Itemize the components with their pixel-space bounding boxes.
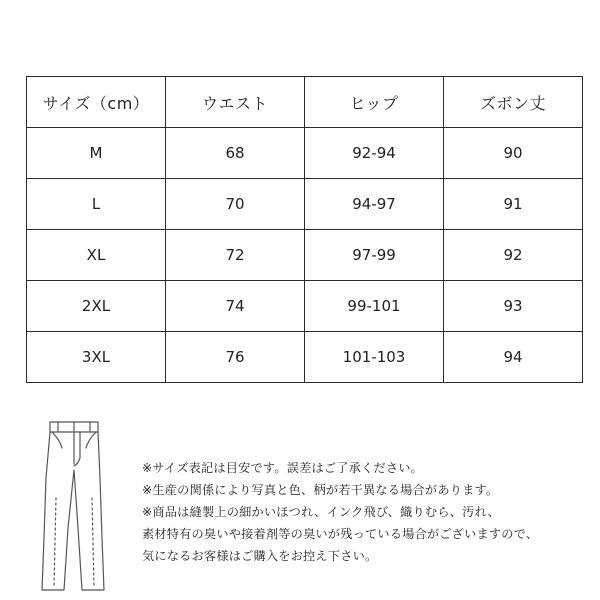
cell-hip: 97-99 — [305, 230, 444, 281]
header-waist: ウエスト — [166, 77, 305, 128]
note-line: ※生産の関係により写真と色、柄が若干異なる場合があります。 — [142, 483, 499, 497]
header-length: ズボン丈 — [444, 77, 583, 128]
note-line: 素材特有の臭いや接着剤等の臭いが残っている場合がございますので、 — [142, 527, 539, 541]
pants-icon — [36, 418, 110, 596]
cell-length: 90 — [444, 128, 583, 179]
cell-waist: 76 — [166, 332, 305, 383]
header-size: サイズ（cm） — [27, 77, 166, 128]
cell-hip: 99-101 — [305, 281, 444, 332]
cell-hip: 94-97 — [305, 179, 444, 230]
table-body — [27, 128, 583, 383]
note-line: ※サイズ表記は目安です。誤差はご了承ください。 — [142, 461, 423, 475]
cell-size: 2XL — [27, 281, 166, 332]
cell-length: 91 — [444, 179, 583, 230]
cell-waist: 70 — [166, 179, 305, 230]
size-chart-table — [26, 76, 583, 383]
cell-hip: 101-103 — [305, 332, 444, 383]
cell-waist: 68 — [166, 128, 305, 179]
cell-size: XL — [27, 230, 166, 281]
cell-waist: 72 — [166, 230, 305, 281]
table-row — [27, 281, 583, 332]
note-line: 気になるお客様はご購入をお控え下さい。 — [142, 549, 378, 563]
cell-length: 92 — [444, 230, 583, 281]
table-row — [27, 128, 583, 179]
cell-length: 94 — [444, 332, 583, 383]
notes-block — [142, 457, 592, 567]
cell-length: 93 — [444, 281, 583, 332]
cell-size: L — [27, 179, 166, 230]
table-header — [27, 77, 583, 128]
cell-size: M — [27, 128, 166, 179]
table-row — [27, 179, 583, 230]
note-line: ※商品は縫製上の細かいほつれ、インク飛び、織りむら、汚れ、 — [142, 505, 500, 519]
table-row — [27, 332, 583, 383]
header-hip: ヒップ — [305, 77, 444, 128]
table-row — [27, 230, 583, 281]
cell-size: 3XL — [27, 332, 166, 383]
cell-waist: 74 — [166, 281, 305, 332]
cell-hip: 92-94 — [305, 128, 444, 179]
header-row — [27, 77, 583, 128]
